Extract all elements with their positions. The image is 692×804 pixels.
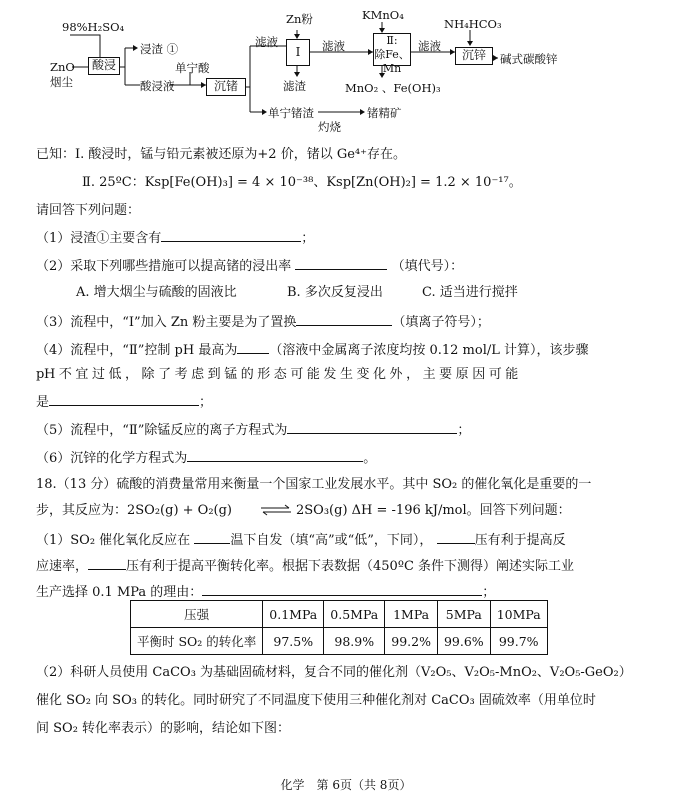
q18-1-line1 [36,530,566,550]
table-cell: 99.7% [490,628,547,655]
box-I: Ⅰ [286,39,310,66]
table-cell: 0.1MPa [263,601,324,628]
table-cell: 1MPa [385,601,438,628]
zhejingkuang-label: 锗精矿 [367,106,402,120]
q2 [36,256,463,276]
box-II-line2: 除Fe、Mn [374,48,410,75]
equilibrium-arrow-icon [259,502,293,518]
q18-1-blank3[interactable] [88,556,126,570]
jinzha-label: 浸渣 ① [140,42,179,56]
known-2: Ⅱ. 25ºC：Ksp[Fe(OH)₃] = 4 × 10⁻³⁸、Ksp[Zn(OH)₂] = 1.2 × 10⁻¹⁷。 [82,175,522,190]
zhuoshao-label: 灼烧 [318,120,341,134]
q18-reaction [36,502,571,520]
q18-1-end: ； [482,585,496,600]
chenzhe-box: 沉锗 [206,78,246,96]
q6-text: （6）沉锌的化学方程式为 [36,451,188,466]
equilibrium-arrow [259,502,293,524]
q2-text: （2）采取下列哪些措施可以提高锗的浸出率 [36,259,292,274]
q4-line2: pH 不 宜 过 低 ， 除 了 考 虑 到 锰 的 形 态 可 能 发 生 变 化 外 ， 主 要 原 因 可 能 [36,367,518,382]
page-footer: 化学 第 6页（共 8页） [280,778,412,792]
q4-text2: （溶液中金属离子浓度均按 0.12 mol/L 计算），该步骤 [269,343,589,358]
q18-1-line2 [36,556,574,576]
q4-end: ； [199,395,213,410]
q18-1-text: （1）SO₂ 催化氧化反应在 [36,533,191,548]
q1-end: ； [301,231,315,246]
nh4hco3-label: NH₄HCO₃ [444,17,502,31]
q18-1-blank1[interactable] [194,530,230,544]
q2-blank[interactable] [295,256,387,270]
q5-end: ； [457,423,471,438]
table-row [131,601,548,628]
table-cell: 99.2% [385,628,438,655]
q18-1-text3: 压有利于提高反 [474,533,566,548]
zno-label: ZnO [50,60,75,74]
table-cell: 5MPa [437,601,490,628]
lvye2-label: 滤液 [322,39,345,53]
table-cell: 98.9% [324,628,385,655]
q18-1-text6: 生产选择 0.1 MPa 的理由： [36,585,203,600]
lvye1-label: 滤液 [255,35,278,49]
q18-1-blank2[interactable] [437,530,475,544]
q3-text: （3）流程中，“Ⅰ”加入 Zn 粉主要是为了置换 [36,315,297,330]
q4 [36,340,589,360]
q4-blank[interactable] [237,340,269,354]
q18-1-text5: 压有利于提高平衡转化率。根据下表数据（450ºC 条件下测得）阐述实际工业 [126,559,575,574]
kmno4-label: KMnO₄ [362,8,404,22]
q3-end: （填离子符号）； [392,315,490,330]
q1-blank[interactable] [161,228,301,242]
q3-blank[interactable] [296,312,392,326]
q6 [36,448,376,468]
suanjin-box: 酸浸 [88,57,120,75]
q2-end: （填代号）： [391,259,464,274]
conversion-table [130,600,548,655]
q2-option-b: B. 多次反复浸出 [287,285,383,300]
q18-reaction-right: 2SO₃(g) ΔH = -196 kJ/mol。回答下列问题： [296,503,571,518]
q4-blank2[interactable] [49,392,199,406]
danningzhezha-label: 单宁锗渣 [268,106,314,120]
table-row [131,628,548,655]
yanchen-label: 烟尘 [50,75,73,89]
suanjinye-label: 酸浸液 [140,79,175,93]
table-cell: 平衡时 SO₂ 的转化率 [131,628,263,655]
q18-2-line1: （2）科研人员使用 CaCO₃ 为基础固硫材料，复合不同的催化剂（V₂O₅、V₂O₅-MnO₂、V₂O₅-GeO₂） [36,665,632,680]
mno2-label: MnO₂ 、Fe(OH)₃ [345,81,441,95]
q1-text: （1）浸渣①主要含有 [36,231,162,246]
q5-text: （5）流程中，“Ⅱ”除锰反应的离子方程式为 [36,423,288,438]
q5-blank[interactable] [287,420,457,434]
table-cell: 97.5% [263,628,324,655]
q6-end: 。 [363,451,377,466]
box-II-line1: Ⅱ: [386,34,398,47]
q4-line3 [36,392,212,412]
known-1: 已知：Ⅰ. 酸浸时，锰与铅元素被还原为+2 价，锗以 Ge⁴⁺存在。 [36,147,406,162]
q4-text3: 是 [36,395,50,410]
table-cell: 0.5MPa [324,601,385,628]
q18-1-line3 [36,582,495,602]
q6-blank[interactable] [187,448,363,462]
q18-2-line3: 间 SO₂ 转化率表示）的影响，结论如下图： [36,721,291,736]
chenxin-box: 沉锌 [455,47,493,65]
q3 [36,312,490,332]
q18-intro: 18.（13 分）硫酸的消费量常用来衡量一个国家工业发展水平。其中 SO₂ 的催化氧化是重要的一 [36,477,592,492]
q4-text: （4）流程中，“Ⅱ”控制 pH 最高为 [36,343,238,358]
box-II [373,33,411,75]
q18-1-text2: 温下自发（填“高”或“低”，下同）， [230,533,433,548]
q18-2-line2: 催化 SO₂ 向 SO₃ 的转化。同时研究了不同温度下使用三种催化剂对 CaCO₃ 固硫效率（用单位时 [36,693,596,708]
q18-reaction-left: 步，其反应为：2SO₂(g) + O₂(g) [36,503,233,518]
q5 [36,420,470,440]
danningsuan-label: 单宁酸 [175,61,210,75]
lvye3-label: 滤液 [418,39,441,53]
q18-1-text4: 应速率， [36,559,89,574]
h2so4-label: 98%H₂SO₄ [62,20,125,34]
q2-option-c: C. 适当进行搅拌 [422,285,518,300]
znfen-label: Zn粉 [286,12,313,26]
q18-1-blank4[interactable] [202,582,482,596]
lvzha-label: 滤渣 [283,79,306,93]
table-cell: 压强 [131,601,263,628]
q1 [36,228,314,248]
q2-option-a: A. 增大烟尘与硫酸的固液比 [76,285,237,300]
answer-prompt: 请回答下列问题： [36,203,141,218]
product-label: 碱式碳酸锌 [500,52,558,66]
table-cell: 99.6% [437,628,490,655]
table-cell: 10MPa [490,601,547,628]
